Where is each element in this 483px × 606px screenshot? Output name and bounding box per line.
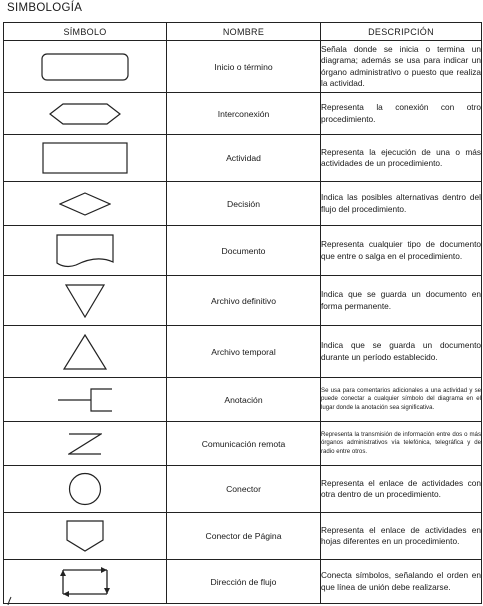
symbology-table xyxy=(3,22,482,604)
symbol-cell xyxy=(4,226,167,276)
symbol-description: Señala donde se inicia o termina un diagrama; además se usa para indicar un órgano administrativo o puesto que realiza la actividad. xyxy=(321,41,482,93)
table-row xyxy=(4,93,482,135)
symbol-cell xyxy=(4,41,167,93)
symbol-cell xyxy=(4,513,167,560)
pen-mark xyxy=(5,596,15,606)
symbol-description: Indica que se guarda un documento durante un período establecido. xyxy=(321,326,482,378)
symbol-name: Archivo definitivo xyxy=(167,276,321,326)
symbol-description: Se usa para comentarios adicionales a una actividad y se puede conectar a cualquier símbolo del diagrama en el lugar donde la anotación sea significativa. xyxy=(321,378,482,422)
symbol-description: Conecta símbolos, señalando el orden en que línea de unión debe realizarse. xyxy=(321,560,482,604)
symbol-cell xyxy=(4,378,167,422)
symbol-description: Representa la ejecución de una o más actividades de un procedimiento. xyxy=(321,135,482,182)
symbol-description: Representa el enlace de actividades con otra dentro de un procedimiento. xyxy=(321,466,482,513)
diamond-icon xyxy=(59,192,111,216)
symbol-cell xyxy=(4,466,167,513)
table-row xyxy=(4,326,482,378)
symbol-description: Representa la conexión con otro procedimiento. xyxy=(321,93,482,135)
table-header-row xyxy=(4,23,482,41)
symbol-cell xyxy=(4,326,167,378)
symbol-name: Anotación xyxy=(167,378,321,422)
table-row xyxy=(4,513,482,560)
symbol-cell xyxy=(4,560,167,604)
inverted-triangle-icon xyxy=(65,284,105,318)
symbol-name: Documento xyxy=(167,226,321,276)
annotation-bracket-icon xyxy=(57,388,113,412)
table-row xyxy=(4,422,482,466)
symbol-cell xyxy=(4,93,167,135)
table-row xyxy=(4,276,482,326)
header-description: DESCRIPCIÓN xyxy=(321,23,482,41)
symbol-name: Archivo temporal xyxy=(167,326,321,378)
rectangle-icon xyxy=(42,142,128,174)
rounded-rectangle-icon xyxy=(40,52,130,82)
symbol-description: Representa cualquier tipo de documento que entre o salga en el procedimiento. xyxy=(321,226,482,276)
symbol-name: Comunicación remota xyxy=(167,422,321,466)
hexagon-icon xyxy=(49,103,121,125)
page-title: SIMBOLOGÍA xyxy=(7,2,83,14)
table-row xyxy=(4,378,482,422)
table-row xyxy=(4,182,482,226)
symbol-description: Representa el enlace de actividades en hojas diferentes en un procedimiento. xyxy=(321,513,482,560)
symbol-name: Conector de Página xyxy=(167,513,321,560)
symbol-name: Inicio o término xyxy=(167,41,321,93)
symbol-description: Representa la transmisión de información entre dos o más órganos administrativos vía telefónica, telegráfica y de radio entre otros. xyxy=(321,422,482,466)
header-symbol: SÍMBOLO xyxy=(4,23,167,41)
symbol-cell xyxy=(4,135,167,182)
table-row xyxy=(4,135,482,182)
header-name: NOMBRE xyxy=(167,23,321,41)
triangle-icon xyxy=(63,334,107,370)
symbol-cell xyxy=(4,276,167,326)
symbol-cell xyxy=(4,182,167,226)
circle-icon xyxy=(68,472,102,506)
symbol-description: Indica las posibles alternativas dentro del flujo del procedimiento. xyxy=(321,182,482,226)
symbol-name: Actividad xyxy=(167,135,321,182)
table-row xyxy=(4,560,482,604)
zigzag-icon xyxy=(68,433,102,455)
flow-arrows-icon xyxy=(55,566,115,598)
off-page-connector-icon xyxy=(66,520,104,552)
symbol-cell xyxy=(4,422,167,466)
table-row xyxy=(4,226,482,276)
table-row xyxy=(4,466,482,513)
symbol-name: Interconexión xyxy=(167,93,321,135)
table-row xyxy=(4,41,482,93)
symbol-name: Conector xyxy=(167,466,321,513)
document-icon xyxy=(56,234,114,268)
symbol-description: Indica que se guarda un documento en forma permanente. xyxy=(321,276,482,326)
symbol-name: Dirección de flujo xyxy=(167,560,321,604)
symbol-name: Decisión xyxy=(167,182,321,226)
